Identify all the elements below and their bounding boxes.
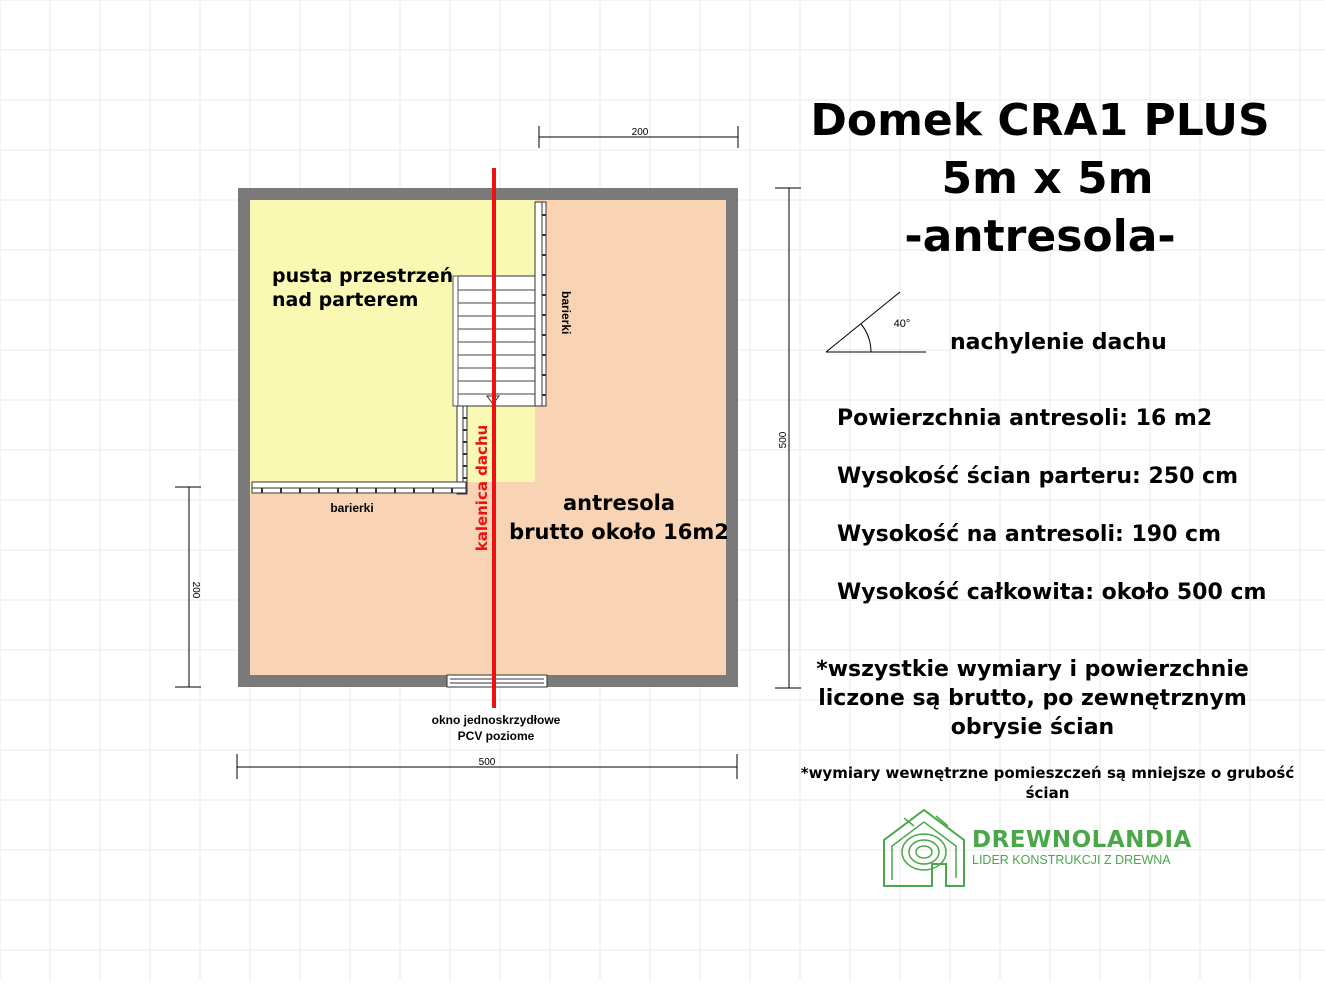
dimension-bottom-label: 500 [478, 757, 496, 768]
title-line1: Domek CRA1 PLUS [810, 95, 1270, 146]
dimension-right-label: 500 [778, 431, 789, 449]
spec-ground-wall-height: Wysokość ścian parteru: 250 cm [837, 464, 1239, 489]
ridge-label: kalenica dachu [473, 424, 491, 552]
dimension-left-label: 200 [190, 581, 201, 599]
railing-right-label: barierki [559, 291, 573, 335]
spec-total-height: Wysokość całkowita: około 500 cm [837, 580, 1267, 605]
railing-bottom [252, 482, 466, 493]
window [447, 675, 547, 687]
brutto-note-line1: *wszystkie wymiary i powierzchnie [816, 657, 1249, 682]
void-label-line1: pusta przestrzeń [272, 265, 454, 287]
brutto-note-line2: liczone są brutto, po zewnętrznym [818, 686, 1247, 711]
brutto-note-line3: obrysie ścian [950, 715, 1115, 740]
window-label-line2: PCV poziome [457, 729, 535, 743]
house-logo-icon [884, 810, 964, 886]
roof-angle-label: 40° [893, 318, 911, 330]
mezzanine-label-line1: antresola [562, 491, 676, 515]
roof-pitch-icon [826, 292, 926, 352]
title-line3: -antresola- [904, 211, 1176, 262]
void-label-line2: nad parterem [272, 289, 419, 311]
railing-right [535, 202, 546, 406]
mezzanine-label-line2: brutto około 16m2 [509, 520, 729, 544]
dimension-top-label: 200 [631, 127, 649, 138]
roof-pitch-label: nachylenie dachu [950, 330, 1167, 355]
window-label-line1: okno jednoskrzydłowe [431, 713, 561, 727]
spec-mezzanine-area: Powierzchnia antresoli: 16 m2 [837, 406, 1213, 431]
spec-mezzanine-height: Wysokość na antresoli: 190 cm [837, 522, 1222, 547]
railing-bottom-label: barierki [330, 501, 374, 515]
title-line2: 5m x 5m [941, 153, 1154, 204]
brand-name: DREWNOLANDIA [972, 827, 1192, 853]
internal-dimensions-note: *wymiary wewnętrzne pomieszczeń są mniejsze o grubość ścian [800, 764, 1295, 802]
railing-lower-vertical [457, 406, 467, 494]
brand-tagline: LIDER KONSTRUKCJI Z DREWNA [972, 853, 1171, 867]
